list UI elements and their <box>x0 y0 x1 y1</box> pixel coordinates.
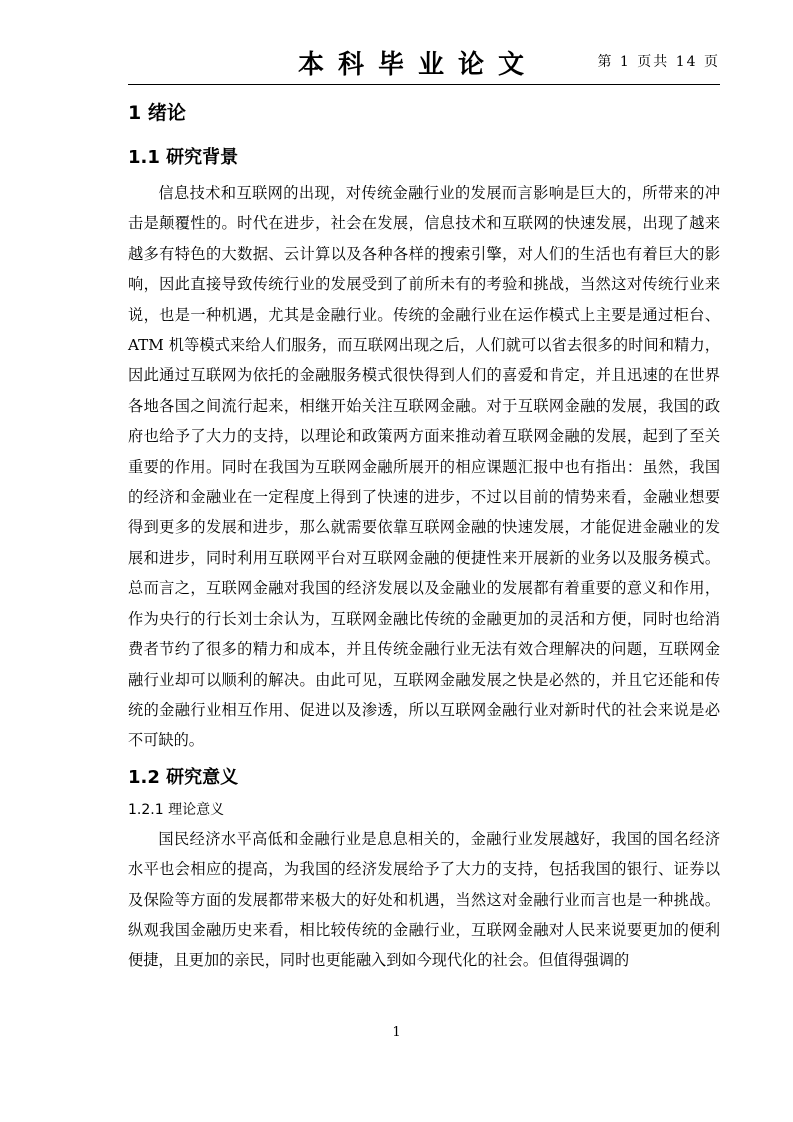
paragraph-background: 信息技术和互联网的出现，对传统金融行业的发展而言影响是巨大的，所带来的冲击是颠覆性的。时代在进步，社会在发展，信息技术和互联网的快速发展，出现了越来越多有特色的大数据、云计算以及各种各样的搜索引擎，对人们的生活也有着巨大的影响，因此直接导致传统行业的发展受到了前所未有的考验和挑战，当然这对传统行业来说，也是一种机遇，尤其是金融行业。传统的金融行业在运作模式上主要是通过柜台、ATM 机等模式来给人们服务，而互联网出现之后，人们就可以省去很多的时间和精力，因此通过互联网为依托的金融服务模式很快得到人们的喜爱和肯定，并且迅速的在世界各地各国之间流行起来，相继开始关注互联网金融。对于互联网金融的发展，我国的政府也给予了大力的支持，以理论和政策两方面来推动着互联网金融的发展，起到了至关重要的作用。同时在我国为互联网金融所展开的相应课题汇报中也有指出：虽然，我国的经济和金融业在一定程度上得到了快速的进步，不过以目前的情势来看，金融业想要得到更多的发展和进步，那么就需要依靠互联网金融的快速发展，才能促进金融业的发展和进步，同时利用互联网平台对互联网金融的便捷性来开展新的业务以及服务模式。总而言之，互联网金融对我国的经济发展以及金融业的发展都有着重要的意义和作用，作为央行的行长刘士余认为，互联网金融比传统的金融更加的灵活和方便，同时也给消费者节约了很多的精力和成本，并且传统金融行业无法有效合理解决的问题，互联网金融行业却可以顺利的解决。由此可见，互联网金融发展之快是必然的，并且它还能和传统的金融行业相互作用、促进以及渗透，所以互联网金融行业对新时代的社会来说是必不可缺的。 <box>128 184 720 750</box>
section-title-background: 1.1 研究背景 <box>128 147 239 168</box>
header-divider <box>128 84 720 85</box>
paragraph-theory: 国民经济水平高低和金融行业是息息相关的，金融行业发展越好，我国的国名经济水平也会相应的提高，为我国的经济发展给予了大力的支持，包括我国的银行、证券以及保险等方面的发展都带来极大的好处和机遇，当然这对金融行业而言也是一种挑战。纵观我国金融历史来看，相比较传统的金融行业，互联网金融对人民来说要更加的便利便捷，且更加的亲民，同时也更能融入到如今现代化的社会。但值得强调的 <box>128 829 720 970</box>
chapter-title: 1 绪论 <box>128 102 186 124</box>
page-number: 1 <box>392 1025 401 1040</box>
subsection-title-theory: 1.2.1 理论意义 <box>128 801 225 818</box>
header-page-info: 第 1 页共 14 页 <box>597 54 720 70</box>
page-header <box>128 48 720 84</box>
document-body <box>128 96 720 976</box>
header-title: 本科毕业论文 <box>298 50 539 80</box>
section-title-significance: 1.2 研究意义 <box>128 766 239 788</box>
